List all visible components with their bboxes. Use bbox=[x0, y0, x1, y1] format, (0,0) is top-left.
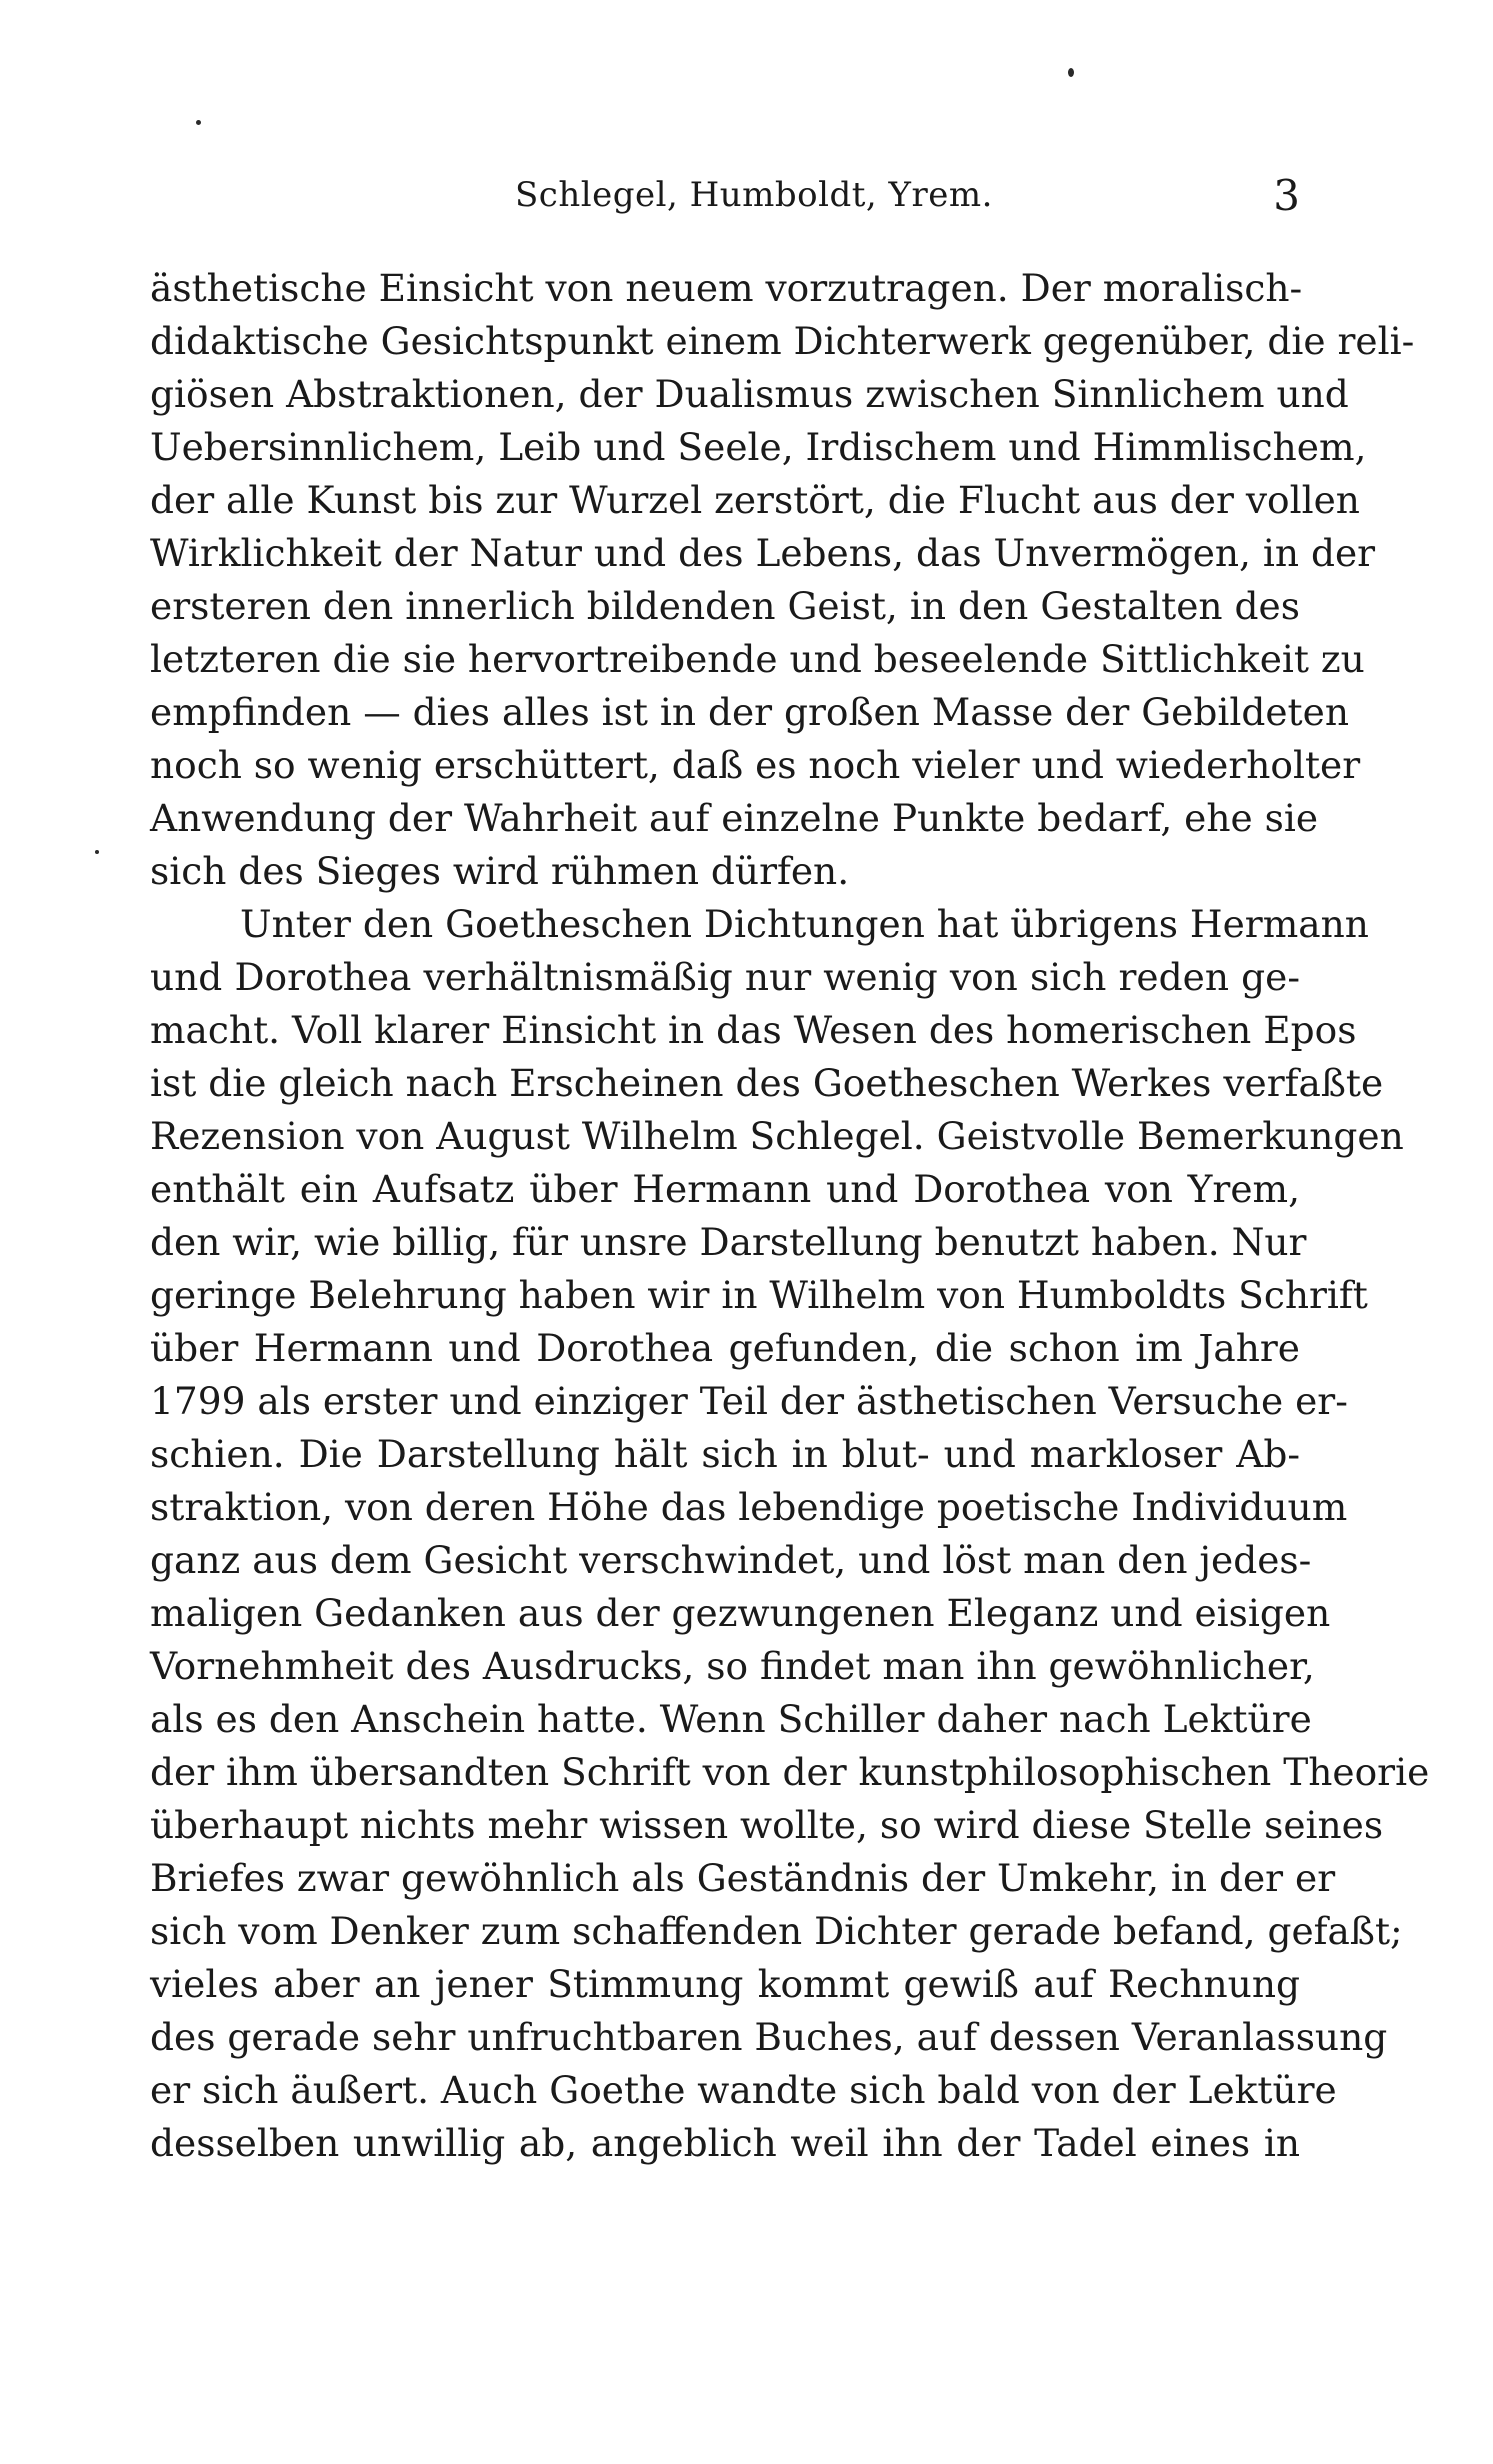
text-line: Wirklichkeit der Natur und des Lebens, das Unvermögen, in der bbox=[150, 531, 1376, 575]
text-line: ersteren den innerlich bildenden Geist, in den Gestalten des bbox=[150, 584, 1300, 628]
page-number: 3 bbox=[1273, 171, 1300, 220]
text-line: giösen Abstraktionen, der Dualismus zwischen Sinnlichem und bbox=[150, 372, 1349, 416]
text-line: und Dorothea verhältnismäßig nur wenig von sich reden ge- bbox=[150, 955, 1300, 999]
text-line: geringe Belehrung haben wir in Wilhelm von Humboldts Schrift bbox=[150, 1273, 1368, 1317]
text-line: Anwendung der Wahrheit auf einzelne Punkte bedarf, ehe sie bbox=[150, 796, 1319, 840]
text-line: ganz aus dem Gesicht verschwindet, und löst man den jedes- bbox=[150, 1538, 1312, 1582]
text-line: desselben unwillig ab, angeblich weil ihn der Tadel eines in bbox=[150, 2121, 1300, 2165]
text-line: Rezension von August Wilhelm Schlegel. Geistvolle Bemerkungen bbox=[150, 1114, 1404, 1158]
text-line: schien. Die Darstellung hält sich in blut- und markloser Ab- bbox=[150, 1432, 1300, 1476]
text-line: Vornehmheit des Ausdrucks, so findet man ihn gewöhnlicher, bbox=[150, 1644, 1315, 1688]
body-text bbox=[150, 262, 1430, 2170]
text-line: letzteren die sie hervortreibende und beseelende Sittlichkeit zu bbox=[150, 637, 1365, 681]
page-header bbox=[150, 165, 1300, 225]
text-line: vieles aber an jener Stimmung kommt gewiß auf Rechnung bbox=[150, 1962, 1300, 2006]
text-line: über Hermann und Dorothea gefunden, die schon im Jahre bbox=[150, 1326, 1300, 1370]
text-line: didaktische Gesichtspunkt einem Dichterwerk gegenüber, die reli- bbox=[150, 319, 1415, 363]
text-line: macht. Voll klarer Einsicht in das Wesen des homerischen Epos bbox=[150, 1008, 1357, 1052]
text-line: 1799 als erster und einziger Teil der ästhetischen Versuche er- bbox=[150, 1379, 1348, 1423]
text-line: sich des Sieges wird rühmen dürfen. bbox=[150, 849, 850, 893]
ink-speck bbox=[1068, 68, 1074, 77]
running-head: Schlegel, Humboldt, Yrem. bbox=[515, 175, 993, 215]
text-line: enthält ein Aufsatz über Hermann und Dorothea von Yrem, bbox=[150, 1167, 1300, 1211]
text-line: straktion, von deren Höhe das lebendige poetische Individuum bbox=[150, 1485, 1348, 1529]
text-line: den wir, wie billig, für unsre Darstellung benutzt haben. Nur bbox=[150, 1220, 1307, 1264]
text-line: maligen Gedanken aus der gezwungenen Eleganz und eisigen bbox=[150, 1591, 1331, 1635]
text-line: Unter den Goetheschen Dichtungen hat übrigens Hermann bbox=[240, 902, 1369, 946]
text-line: Uebersinnlichem, Leib und Seele, Irdischem und Himmlischem, bbox=[150, 425, 1367, 469]
ink-speck bbox=[95, 850, 99, 854]
text-line: empfinden — dies alles ist in der großen Masse der Gebildeten bbox=[150, 690, 1349, 734]
text-line: ist die gleich nach Erscheinen des Goetheschen Werkes verfaßte bbox=[150, 1061, 1384, 1105]
text-line: der ihm übersandten Schrift von der kunstphilosophischen Theorie bbox=[150, 1750, 1430, 1794]
text-line: des gerade sehr unfruchtbaren Buches, auf dessen Veranlassung bbox=[150, 2015, 1388, 2059]
text-line: sich vom Denker zum schaffenden Dichter gerade befand, gefaßt; bbox=[150, 1909, 1403, 1953]
ink-speck bbox=[196, 120, 201, 125]
text-line: Briefes zwar gewöhnlich als Geständnis der Umkehr, in der er bbox=[150, 1856, 1336, 1900]
text-line: ästhetische Einsicht von neuem vorzutragen. Der moralisch- bbox=[150, 266, 1303, 310]
text-line: er sich äußert. Auch Goethe wandte sich bald von der Lektüre bbox=[150, 2068, 1337, 2112]
text-line: noch so wenig erschüttert, daß es noch vieler und wiederholter bbox=[150, 743, 1361, 787]
text-line: überhaupt nichts mehr wissen wollte, so wird diese Stelle seines bbox=[150, 1803, 1384, 1847]
text-line: als es den Anschein hatte. Wenn Schiller daher nach Lektüre bbox=[150, 1697, 1312, 1741]
text-line: der alle Kunst bis zur Wurzel zerstört, die Flucht aus der vollen bbox=[150, 478, 1360, 522]
